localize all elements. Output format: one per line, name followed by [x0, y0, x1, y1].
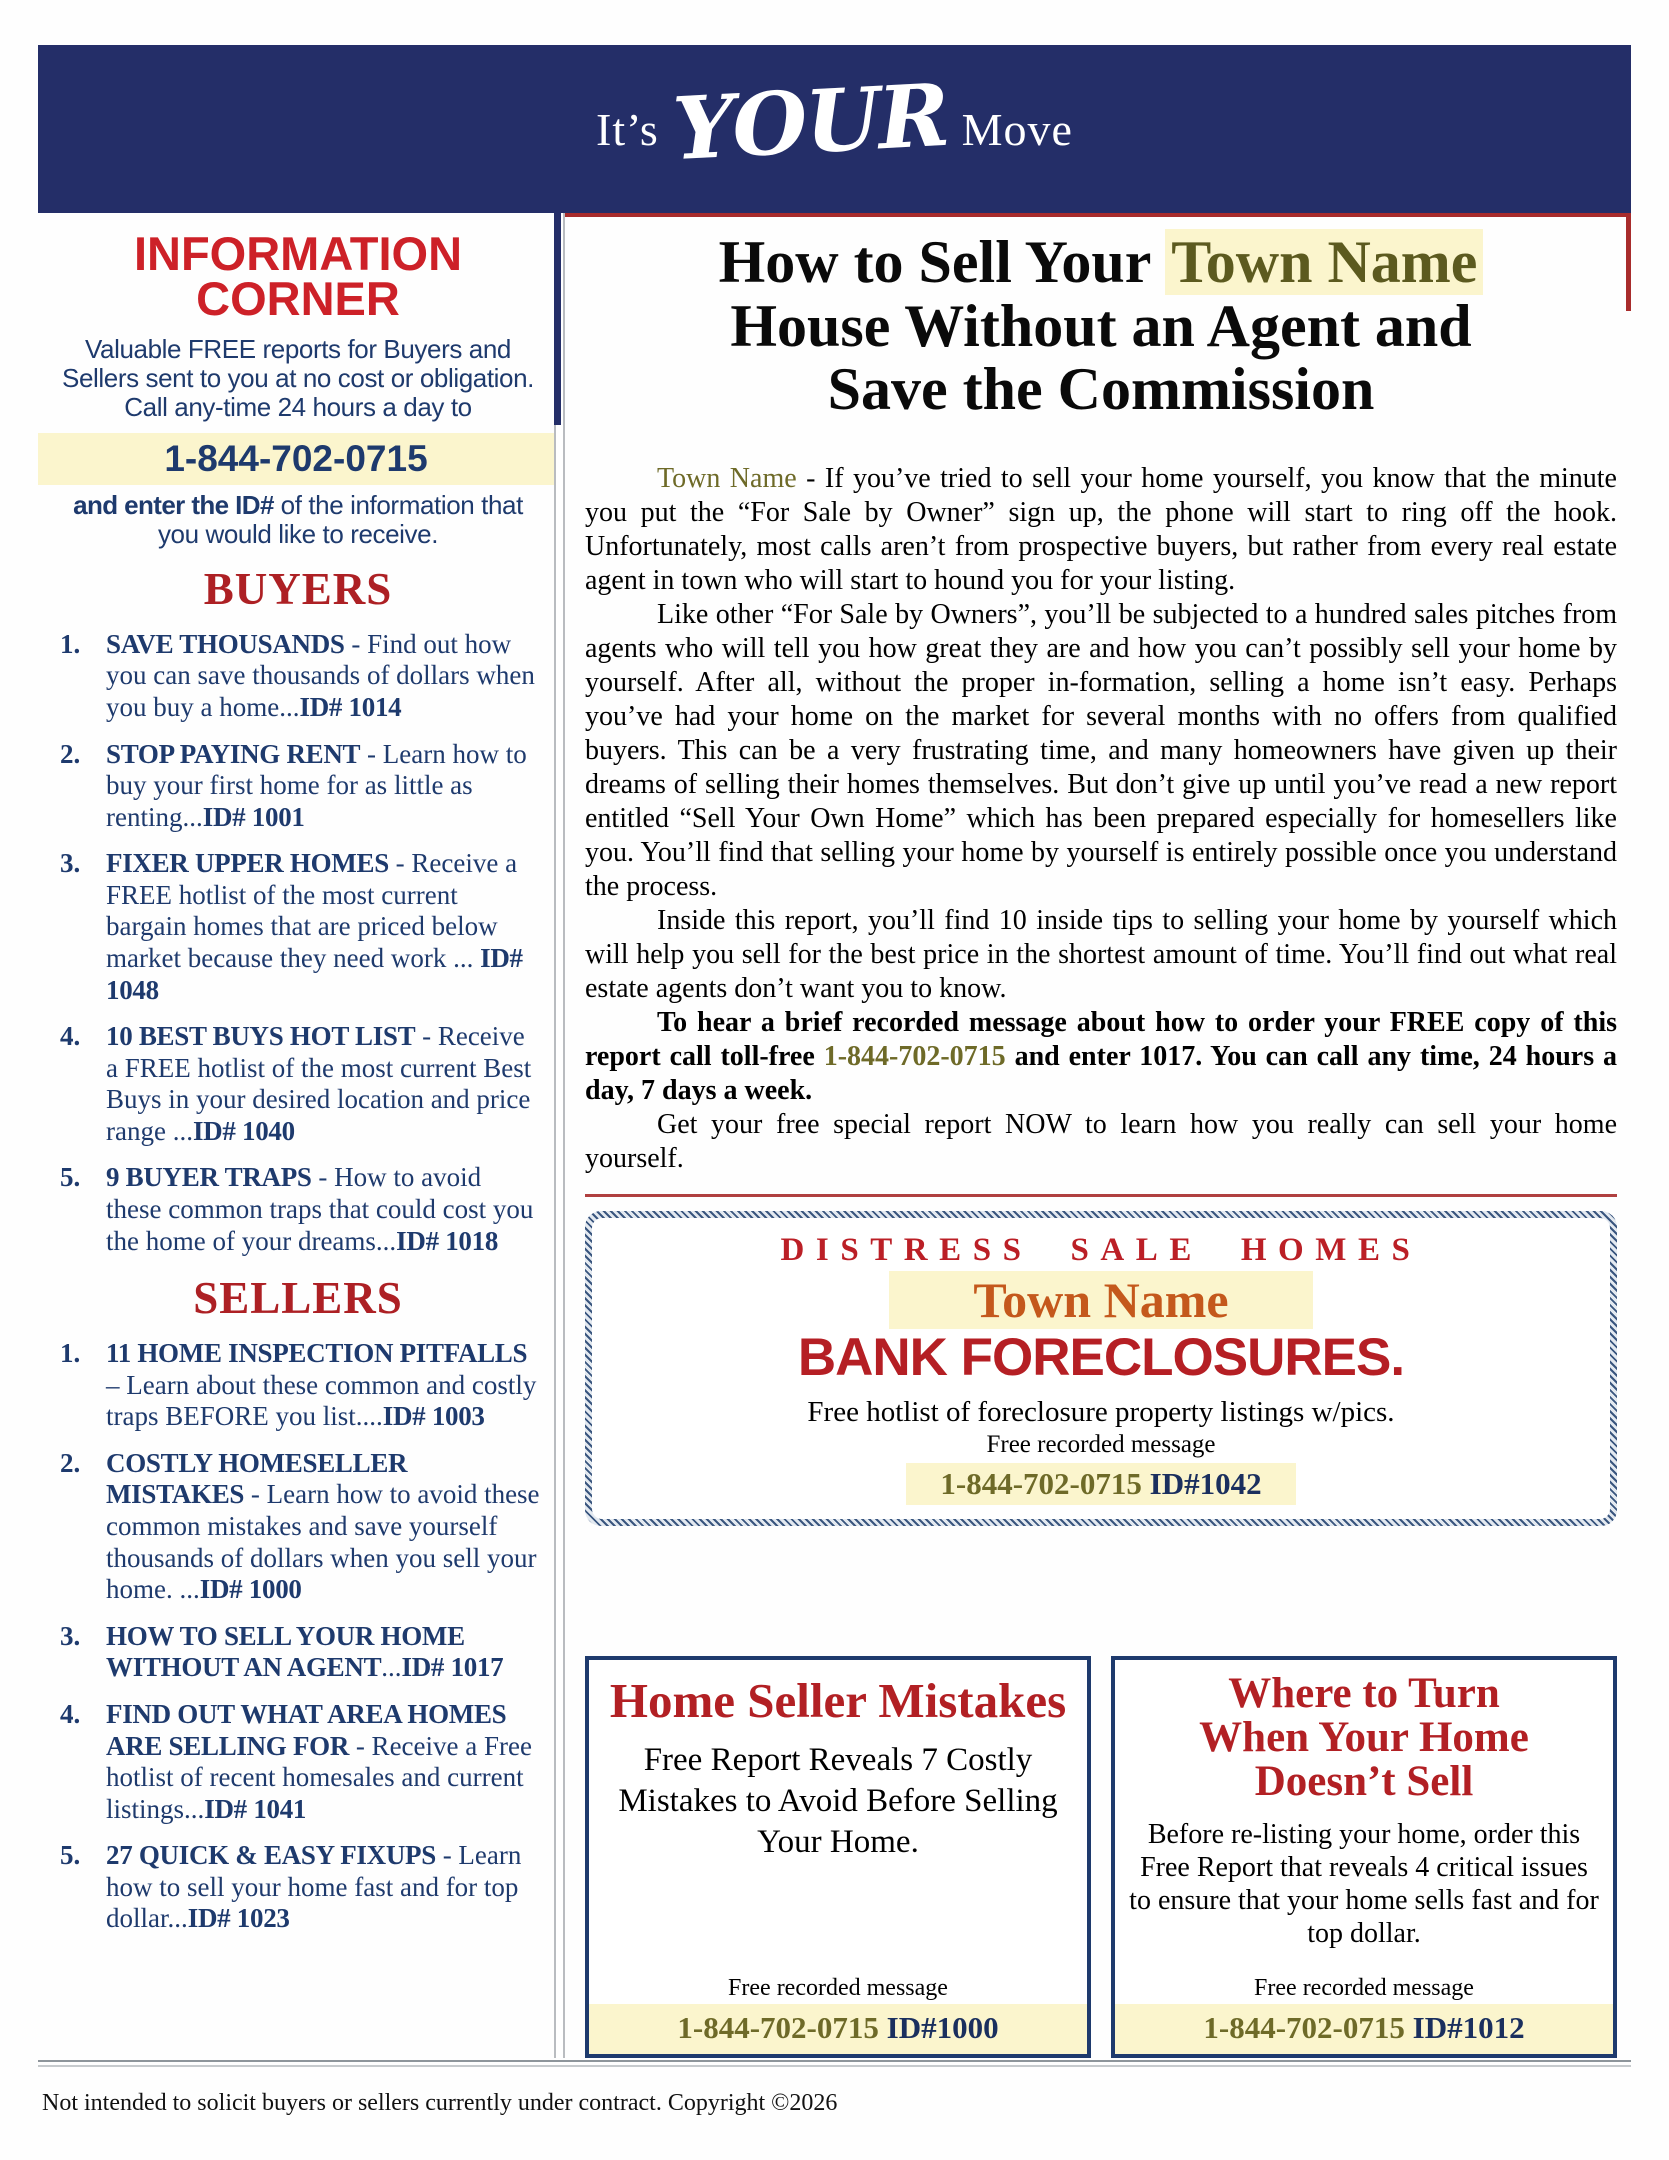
- town-name-text: Town Name: [657, 462, 797, 494]
- box-body: Free Report Reveals 7 Costly Mistakes to Avoid Before Selling Your Home.: [618, 1741, 1058, 1861]
- report-id: ID#1042: [1149, 1465, 1262, 1501]
- report-id: ID# 1014: [299, 691, 402, 722]
- sidebar-intro: Valuable FREE reports for Buyers and Sellers sent to you at no cost or obligation. Call any-time 24 hours a day to: [62, 334, 534, 423]
- where-to-turn-box: [1111, 1656, 1617, 2058]
- header-title-suffix: Move: [961, 103, 1073, 155]
- article-body: [585, 462, 1617, 1176]
- list-item: 2. COSTLY HOMESELLER MISTAKES - Learn how to avoid these common mistakes and save yourself thousands of dollars when you sell your home. ...ID# 1000: [60, 1447, 540, 1605]
- header-title-prefix: It’s: [596, 103, 659, 155]
- information-corner-sidebar: [38, 213, 554, 2058]
- paragraph: Like other “For Sale by Owners”, you’ll be subjected to a hundred sales pitches from agents who will tell you how great they are and how you can’t possibly sell your home by yourself. After all, without the proper in-formation, selling a home isn’t easy. Perhaps you’ve had your home on the market for several months with no offers from qualified buyers. This can be a very frustrating time, and many homeowners have given up their dreams of selling their homes themselves. But don’t give up until you’ve read a new report entitled “Sell Your Own Home” which has been prepared especially for homesellers like you. You’ll find that selling your home by yourself is entirely possible once you understand the process.: [585, 598, 1617, 902]
- list-item: 3. FIXER UPPER HOMES - Receive a FREE hotlist of the most current bargain homes that are priced below market because they need work ... ID# 1048: [60, 848, 523, 1005]
- distress-heading: DISTRESS SALE HOMES: [780, 1231, 1422, 1268]
- box-title: Where to Turn When Your Home Doesn’t Sell: [1199, 1670, 1529, 1805]
- report-id: ID# 1000: [199, 1574, 302, 1605]
- report-id: ID#1012: [1412, 2010, 1525, 2045]
- home-seller-mistakes-box: [585, 1656, 1091, 2058]
- divider-navy-accent: [554, 213, 561, 425]
- distress-town-line: [608, 1271, 1594, 1329]
- article-headline: How to Sell Your Town Name House Without an Agent and Save the Commission: [585, 231, 1617, 422]
- distress-sale-box: [585, 1211, 1617, 1526]
- recorded-message-line: Free recorded message: [986, 1430, 1216, 1458]
- foreclosure-hotlist-line: Free hotlist of foreclosure property listings w/pics.: [807, 1395, 1395, 1428]
- report-id: ID# 1040: [192, 1115, 295, 1146]
- report-id: ID# 1001: [202, 801, 305, 832]
- list-item: 5. 27 QUICK & EASY FIXUPS - Learn how to sell your home fast and for top dollar...ID# 1023: [60, 1840, 522, 1934]
- box-phone-line: [589, 2004, 1087, 2054]
- distress-town-name: Town Name: [889, 1271, 1312, 1329]
- paragraph: Inside this report, you’ll find 10 inside tips to selling your home by yourself which will help you sell for the best price in the shortest amount of time. You’ll find out what real estate agents don’t want you to know.: [585, 904, 1617, 1004]
- offer-boxes-row: [585, 1656, 1617, 2058]
- cta-paragraph: To hear a brief recorded message about how to order your FREE copy of this report call toll-free 1-844-702-0715 and enter 1017. You can call any time, 24 hours a day, 7 days a week.: [585, 1006, 1617, 1106]
- report-id: ID# 1017: [401, 1652, 504, 1683]
- box-phone-line: [1115, 2004, 1613, 2054]
- report-id: ID# 1041: [204, 1793, 307, 1824]
- content-columns: [38, 213, 1631, 2058]
- list-item: 4. FIND OUT WHAT AREA HOMES ARE SELLING FOR - Receive a Free hotlist of recent homesales and current listings...ID# 1041: [60, 1698, 532, 1824]
- sidebar-title-line2: CORNER: [196, 272, 400, 326]
- report-id: ID#1000: [886, 2010, 999, 2045]
- sidebar-enter-id-note: [56, 491, 540, 549]
- red-section-rule: [585, 1194, 1617, 1197]
- sidebar-title-line1: INFORMATION: [133, 227, 463, 280]
- list-item: 2. STOP PAYING RENT - Learn how to buy your first home for as little as renting...ID# 1001: [60, 738, 527, 832]
- column-divider: [554, 213, 565, 2058]
- phone-number: 1-844-702-0715: [823, 1040, 1006, 1072]
- list-item: 5. 9 BUYER TRAPS - How to avoid these common traps that could cost you the home of your dreams...ID# 1018: [60, 1162, 534, 1256]
- header-title-script: YOUR: [670, 64, 951, 180]
- enter-id-rest: of the information that you would like to receive.: [157, 489, 523, 549]
- sidebar-phone-number: 1-844-702-0715: [38, 433, 554, 485]
- report-id: ID# 1048: [106, 942, 523, 1005]
- list-item: 1. SAVE THOUSANDS - Find out how you can save thousands of dollars when you buy a home...ID# 1014: [60, 628, 535, 722]
- sidebar-title: [52, 227, 544, 326]
- phone-number: 1-844-702-0715: [677, 2010, 879, 2045]
- box-recorded-message: Free recorded message: [1254, 1975, 1474, 2001]
- footer-disclaimer: Not intended to solicit buyers or sellers currently under contract. Copyright ©2026: [42, 2090, 838, 2116]
- box-title: Home Seller Mistakes: [609, 1673, 1067, 1728]
- report-id: ID# 1003: [382, 1401, 485, 1432]
- bottom-page-rule: [38, 2060, 1631, 2067]
- phone-number: 1-844-702-0715: [940, 1465, 1142, 1501]
- distress-phone-line: [608, 1463, 1594, 1505]
- buyers-heading: BUYERS: [203, 563, 393, 614]
- list-item: 3. HOW TO SELL YOUR HOME WITHOUT AN AGENT...ID# 1017: [60, 1620, 504, 1683]
- list-item: 1. 11 HOME INSPECTION PITFALLS – Learn about these common and costly traps BEFORE you list....ID# 1003: [60, 1338, 537, 1432]
- sellers-list: [52, 1338, 544, 1935]
- report-id: ID# 1018: [396, 1225, 499, 1256]
- header-banner: [38, 45, 1631, 213]
- paragraph: Town Name - If you’ve tried to sell your home yourself, you know that the minute you put the “For Sale by Owner” sign up, the phone will start to ring off the hook. Unfortunately, most calls aren’t from prospective buyers, but rather from every real estate agent in town who will start to hound you for your listing.: [585, 462, 1617, 596]
- box-recorded-message: Free recorded message: [728, 1975, 948, 2001]
- main-article: [565, 213, 1631, 2058]
- buyers-list: [52, 629, 544, 1257]
- phone-number: 1-844-702-0715: [1203, 2010, 1405, 2045]
- box-body: Before re-listing your home, order this Free Report that reveals 4 critical issues to ensure that your home sells fast and for top dollar.: [1129, 1818, 1599, 1949]
- paragraph: Get your free special report NOW to learn how you really can sell your home yourself.: [585, 1108, 1617, 1174]
- bank-foreclosures-title: BANK FORECLOSURES.: [797, 1327, 1405, 1387]
- town-name-highlight: Town Name: [1165, 229, 1483, 295]
- report-id: ID# 1023: [187, 1903, 290, 1934]
- enter-id-bold: and enter the ID#: [73, 489, 274, 520]
- sellers-heading: SELLERS: [193, 1273, 403, 1324]
- list-item: 4. 10 BEST BUYS HOT LIST - Receive a FREE hotlist of the most current Best Buys in your desired location and price range ...ID# 1040: [60, 1021, 532, 1146]
